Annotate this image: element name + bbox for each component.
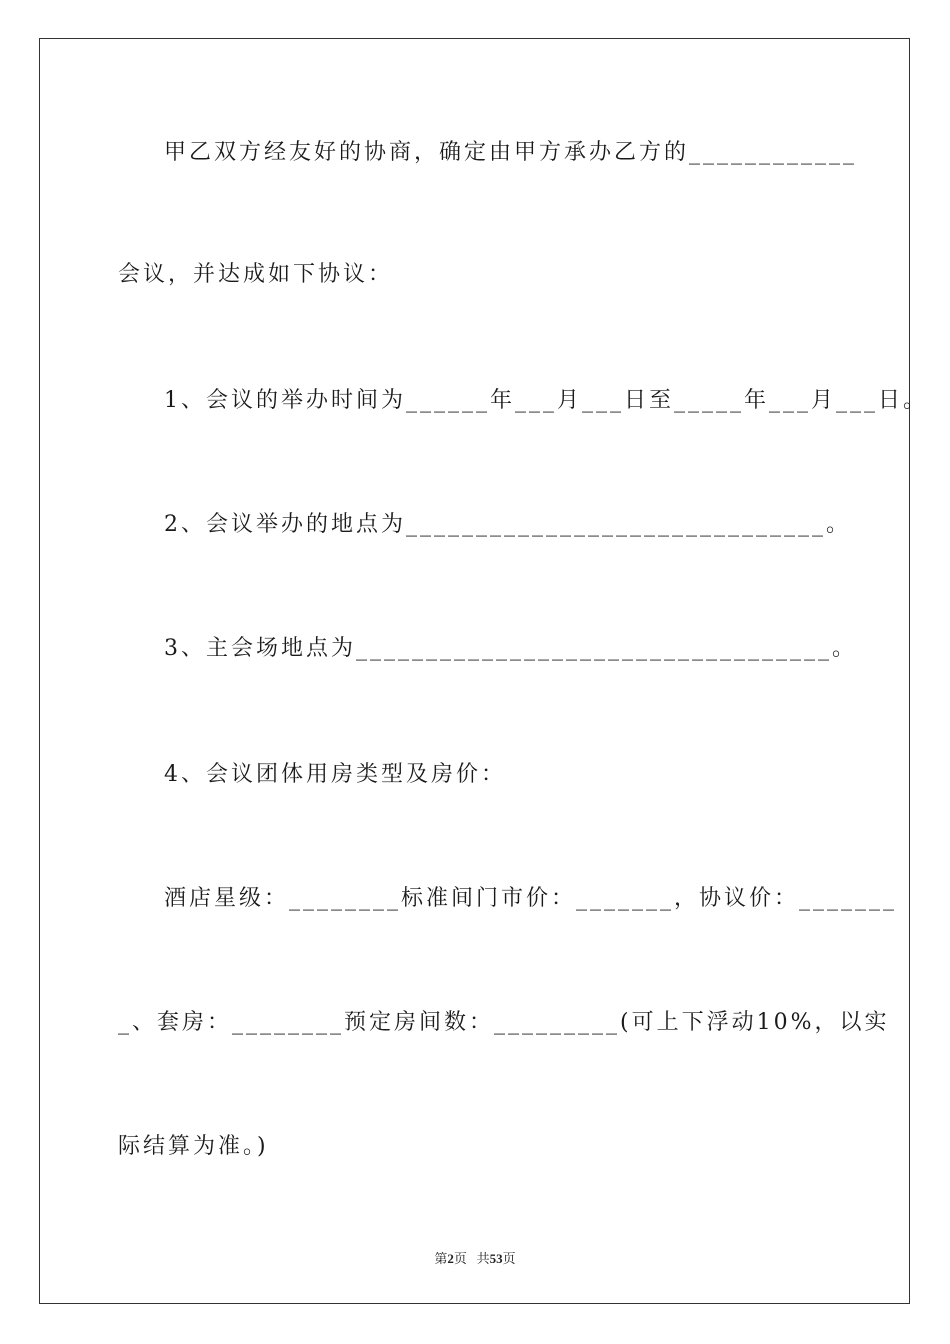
- clause-3-main-venue: 3、主会场地点为__________________________________。: [164, 636, 857, 661]
- clause-4-hotel-rates-line-2: _、套房：________预定房间数：_________(可上下浮动10%，以实: [118, 1010, 890, 1035]
- footer-total-suffix: 页: [502, 1251, 516, 1266]
- paragraph-intro-line-2: 会议，并达成如下协议：: [118, 262, 394, 287]
- footer-page-suffix: 页: [453, 1251, 467, 1266]
- clause-4-hotel-rates-line-3: 际结算为准。): [118, 1134, 269, 1159]
- footer-prefix: 第: [434, 1251, 448, 1266]
- footer-total-prefix: 共: [476, 1251, 490, 1266]
- clause-4-hotel-rates-line-1: 酒店星级：________标准间门市价：_______，协议价：_______: [164, 886, 898, 911]
- page-number-footer: [0, 1248, 950, 1267]
- page-border: [39, 38, 910, 1304]
- clause-1-meeting-time: 1、会议的举办时间为______年___月___日至_____年___月___日。: [164, 388, 928, 413]
- paragraph-intro-line-1: 甲乙双方经友好的协商，确定由甲方承办乙方的____________: [164, 140, 858, 165]
- footer-current-page: 2: [447, 1251, 454, 1266]
- clause-2-meeting-venue: 2、会议举办的地点为______________________________。: [164, 512, 851, 537]
- clause-4-room-types: 4、会议团体用房类型及房价：: [164, 762, 506, 787]
- footer-total-pages: 53: [489, 1251, 503, 1266]
